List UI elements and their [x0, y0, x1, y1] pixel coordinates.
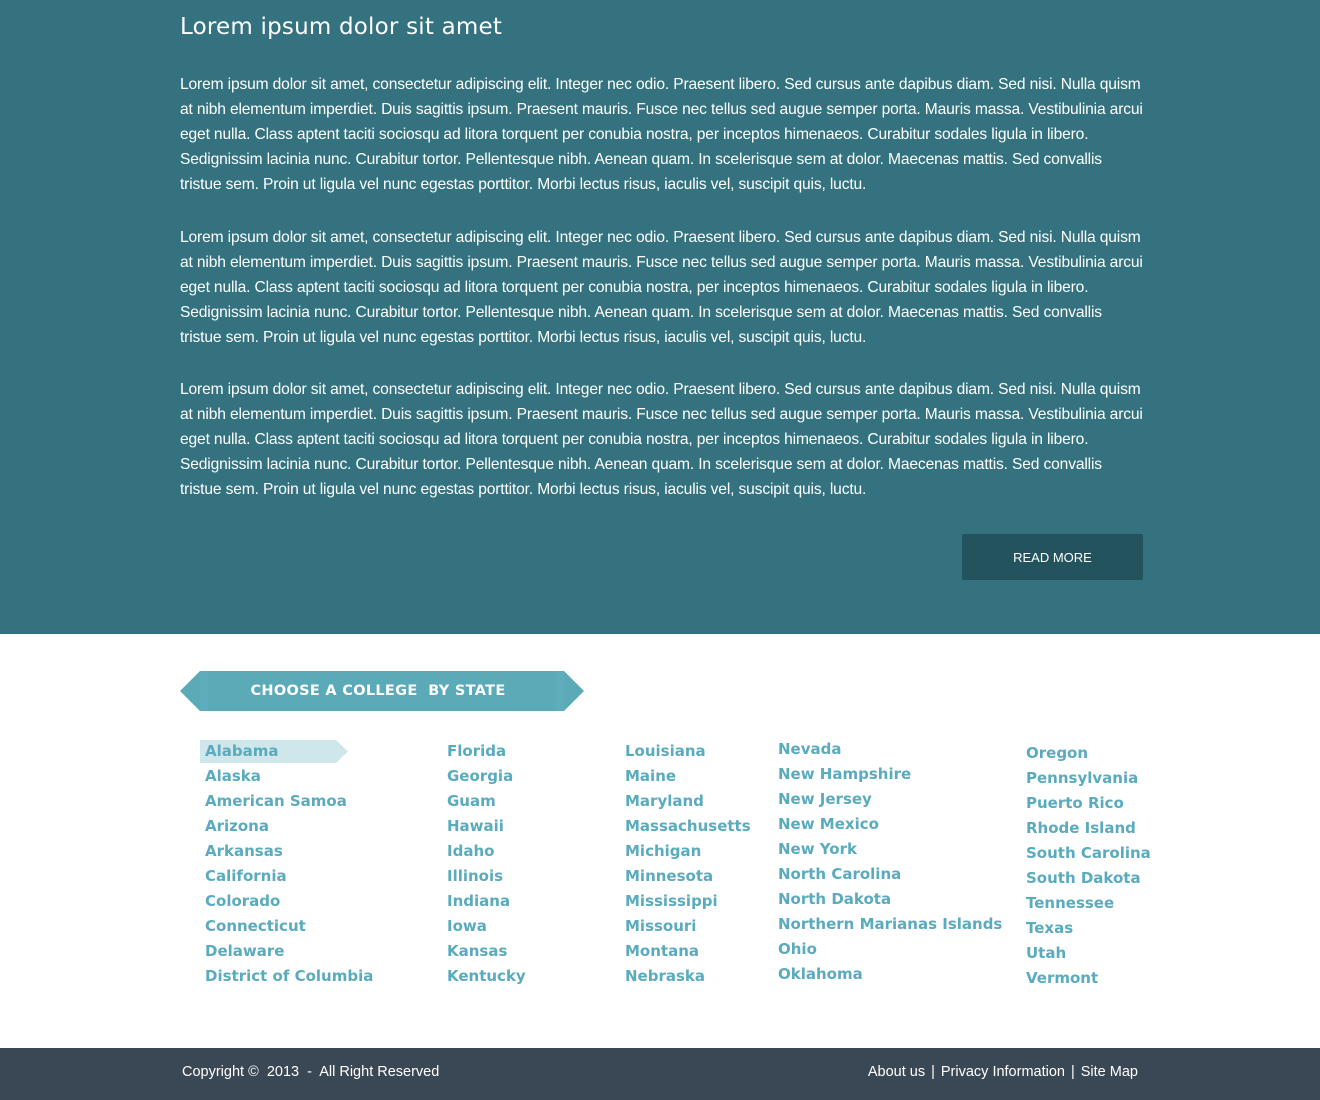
state-link-hawaii[interactable]: Hawaii — [447, 817, 504, 835]
state-link-georgia[interactable]: Georgia — [447, 767, 514, 785]
state-link-north-dakota[interactable]: North Dakota — [778, 890, 892, 908]
article-paragraph: Lorem ipsum dolor sit amet, consectetur adipiscing elit. Integer nec odio. Praesent libero. Sed cursus ante dapibus diam. Sed nisi. Nulla quism at nibh elementum imperdiet. Duis sagittis ipsum. Praesent mauris. Fusce nec tellus sed augue semper porta. Mauris massa. Vestibulinia arcui eget nulla. Class aptent taciti sociosqu ad litora torquent per conubia nostra, per inceptos himenaeos. Curabitur sodales ligula in libero. Sedignissim lacinia nunc. Curabitur tortor. Pellentesque nibh. Aenean quam. In scelerisque sem at dolor. Maecenas mattis. Sed convallis tristue sem. Proin ut ligula vel nunc egestas porttitor. Morbi lectus risus, iaculis vel, suscipit quis, luctu. — [180, 381, 1143, 498]
site-footer — [0, 1048, 1320, 1100]
state-link-delaware[interactable]: Delaware — [205, 942, 285, 960]
state-link-mississippi[interactable]: Mississippi — [625, 892, 718, 910]
footer-link-privacy-information[interactable]: Privacy Information — [940, 1064, 1065, 1080]
state-link-utah[interactable]: Utah — [1026, 944, 1067, 962]
state-list-column-5 — [1026, 741, 1151, 991]
state-link-montana[interactable]: Montana — [625, 942, 700, 960]
state-link-oklahoma[interactable]: Oklahoma — [778, 965, 863, 983]
state-link-new-york[interactable]: New York — [778, 840, 857, 858]
state-link-new-mexico[interactable]: New Mexico — [778, 815, 879, 833]
state-link-puerto-rico[interactable]: Puerto Rico — [1026, 794, 1124, 812]
state-link-connecticut[interactable]: Connecticut — [205, 917, 306, 935]
state-link-michigan[interactable]: Michigan — [625, 842, 702, 860]
copyright-text: Copyright © 2013 - All Right Reserved — [182, 1064, 440, 1080]
state-link-missouri[interactable]: Missouri — [625, 917, 697, 935]
state-link-massachusetts[interactable]: Massachusetts — [625, 817, 751, 835]
state-link-california[interactable]: California — [205, 867, 287, 885]
state-link-oregon[interactable]: Oregon — [1026, 744, 1089, 762]
read-more-button[interactable]: READ MORE — [962, 534, 1143, 580]
state-link-kansas[interactable]: Kansas — [447, 942, 508, 960]
footer-separator: | — [931, 1064, 935, 1080]
state-link-rhode-island[interactable]: Rhode Island — [1026, 819, 1136, 837]
state-link-idaho[interactable]: Idaho — [447, 842, 495, 860]
article-title: Lorem ipsum dolor sit amet — [180, 14, 503, 40]
state-link-texas[interactable]: Texas — [1026, 919, 1074, 937]
state-list-column-4 — [778, 737, 1002, 987]
state-link-nevada[interactable]: Nevada — [778, 740, 842, 758]
state-link-northern-marianas-islands[interactable]: Northern Marianas Islands — [778, 915, 1003, 933]
footer-link-site-map[interactable]: Site Map — [1080, 1064, 1138, 1080]
state-section-ribbon — [180, 671, 584, 711]
state-link-arizona[interactable]: Arizona — [205, 817, 269, 835]
state-link-louisiana[interactable]: Louisiana — [625, 742, 706, 760]
state-link-new-jersey[interactable]: New Jersey — [778, 790, 872, 808]
state-link-colorado[interactable]: Colorado — [205, 892, 281, 910]
state-link-minnesota[interactable]: Minnesota — [625, 867, 714, 885]
state-list-column-3 — [625, 739, 751, 989]
footer-link-about-us[interactable]: About us — [867, 1064, 926, 1080]
state-list-column-1 — [205, 739, 373, 989]
state-link-iowa[interactable]: Iowa — [447, 917, 487, 935]
state-link-south-dakota[interactable]: South Dakota — [1026, 869, 1141, 887]
state-list-column-2 — [447, 739, 526, 989]
state-link-florida[interactable]: Florida — [447, 742, 507, 760]
state-link-district-of-columbia[interactable]: District of Columbia — [205, 967, 374, 985]
state-link-tennessee[interactable]: Tennessee — [1026, 894, 1115, 912]
state-link-illinois[interactable]: Illinois — [447, 867, 504, 885]
state-link-north-carolina[interactable]: North Carolina — [778, 865, 902, 883]
state-link-guam[interactable]: Guam — [447, 792, 496, 810]
state-link-vermont[interactable]: Vermont — [1026, 969, 1099, 987]
state-link-nebraska[interactable]: Nebraska — [625, 967, 706, 985]
article-paragraph: Lorem ipsum dolor sit amet, consectetur adipiscing elit. Integer nec odio. Praesent libero. Sed cursus ante dapibus diam. Sed nisi. Nulla quism at nibh elementum imperdiet. Duis sagittis ipsum. Praesent mauris. Fusce nec tellus sed augue semper porta. Mauris massa. Vestibulinia arcui eget nulla. Class aptent taciti sociosqu ad litora torquent per conubia nostra, per inceptos himenaeos. Curabitur sodales ligula in libero. Sedignissim lacinia nunc. Curabitur tortor. Pellentesque nibh. Aenean quam. In scelerisque sem at dolor. Maecenas mattis. Sed convallis tristue sem. Proin ut ligula vel nunc egestas porttitor. Morbi lectus risus, iaculis vel, suscipit quis, luctu. — [180, 76, 1143, 193]
footer-nav — [868, 1064, 1138, 1080]
state-link-ohio[interactable]: Ohio — [778, 940, 817, 958]
state-link-pennsylvania[interactable]: Pennsylvania — [1026, 769, 1139, 787]
state-link-arkansas[interactable]: Arkansas — [205, 842, 283, 860]
state-link-alabama[interactable] — [205, 739, 373, 764]
state-link-maryland[interactable]: Maryland — [625, 792, 704, 810]
state-label: Alabama — [205, 742, 279, 760]
state-link-south-carolina[interactable]: South Carolina — [1026, 844, 1151, 862]
state-link-alaska[interactable]: Alaska — [205, 767, 261, 785]
state-section-heading: CHOOSE A COLLEGE BY STATE — [250, 683, 506, 699]
state-link-new-hampshire[interactable]: New Hampshire — [778, 765, 912, 783]
state-link-indiana[interactable]: Indiana — [447, 892, 511, 910]
footer-separator: | — [1070, 1064, 1075, 1080]
state-link-maine[interactable]: Maine — [625, 767, 677, 785]
state-link-kentucky[interactable]: Kentucky — [447, 967, 526, 985]
article-paragraph: Lorem ipsum dolor sit amet, consectetur adipiscing elit. Integer nec odio. Praesent libero. Sed cursus ante dapibus diam. Sed nisi. Nulla quism at nibh elementum imperdiet. Duis sagittis ipsum. Praesent mauris. Fusce nec tellus sed augue semper porta. Mauris massa. Vestibulinia arcui eget nulla. Class aptent taciti sociosqu ad litora torquent per conubia nostra, per inceptos himenaeos. Curabitur sodales ligula in libero. Sedignissim lacinia nunc. Curabitur tortor. Pellentesque nibh. Aenean quam. In scelerisque sem at dolor. Maecenas mattis. Sed convallis tristue sem. Proin ut ligula vel nunc egestas porttitor. Morbi lectus risus, iaculis vel, suscipit quis, luctu. — [180, 229, 1143, 346]
state-link-american-samoa[interactable]: American Samoa — [205, 792, 347, 810]
